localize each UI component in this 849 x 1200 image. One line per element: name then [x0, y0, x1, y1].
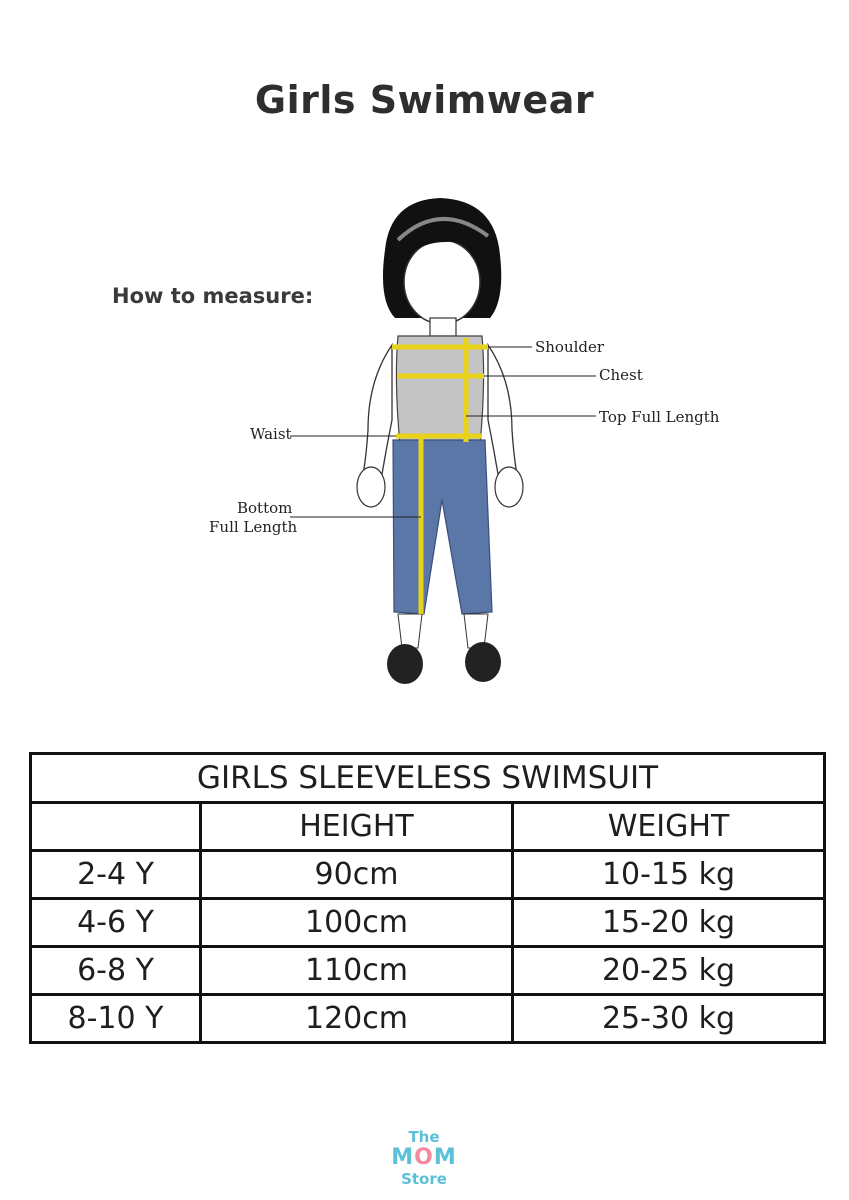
cell-weight: 15-20 kg: [513, 899, 825, 947]
table-row: [31, 995, 825, 1043]
cell-height: 90cm: [201, 851, 513, 899]
table-header-row: [31, 803, 825, 851]
cell-weight: 25-30 kg: [513, 995, 825, 1043]
cell-height: 100cm: [201, 899, 513, 947]
cell-height: 110cm: [201, 947, 513, 995]
cell-age: 4-6 Y: [31, 899, 201, 947]
label-top-full-length: Top Full Length: [599, 408, 720, 426]
face: [404, 240, 480, 324]
girl-measurement-illustration: [0, 180, 849, 700]
cell-weight: 10-15 kg: [513, 851, 825, 899]
column-header-weight: WEIGHT: [513, 803, 825, 851]
cell-age: 8-10 Y: [31, 995, 201, 1043]
logo-line-store: Store: [401, 1170, 447, 1188]
label-chest: Chest: [599, 366, 643, 384]
label-shoulder: Shoulder: [535, 338, 605, 356]
cell-age: 2-4 Y: [31, 851, 201, 899]
the-mom-store-logo: [384, 1128, 464, 1198]
logo-line-mom: MOM: [391, 1145, 457, 1170]
right-shoe: [465, 642, 501, 682]
cell-weight: 20-25 kg: [513, 947, 825, 995]
how-to-measure-heading: How to measure:: [112, 284, 314, 308]
column-header-height: HEIGHT: [201, 803, 513, 851]
shirt: [396, 336, 483, 445]
page-title: Girls Swimwear: [254, 78, 595, 122]
label-bottom-full-length-1: Bottom: [237, 499, 293, 517]
table-row: [31, 851, 825, 899]
left-shoe: [387, 644, 423, 684]
cell-height: 120cm: [201, 995, 513, 1043]
cell-age: 6-8 Y: [31, 947, 201, 995]
label-waist: Waist: [250, 425, 292, 443]
table-row: [31, 947, 825, 995]
label-bottom-full-length-2: Full Length: [209, 518, 298, 536]
column-header-size: [31, 803, 201, 851]
table-title: GIRLS SLEEVELESS SWIMSUIT: [31, 754, 825, 803]
pants: [393, 440, 492, 614]
logo-line-the: The: [408, 1128, 440, 1146]
table-row: [31, 899, 825, 947]
table-title-row: [31, 754, 825, 803]
size-chart-table: [29, 752, 826, 1044]
